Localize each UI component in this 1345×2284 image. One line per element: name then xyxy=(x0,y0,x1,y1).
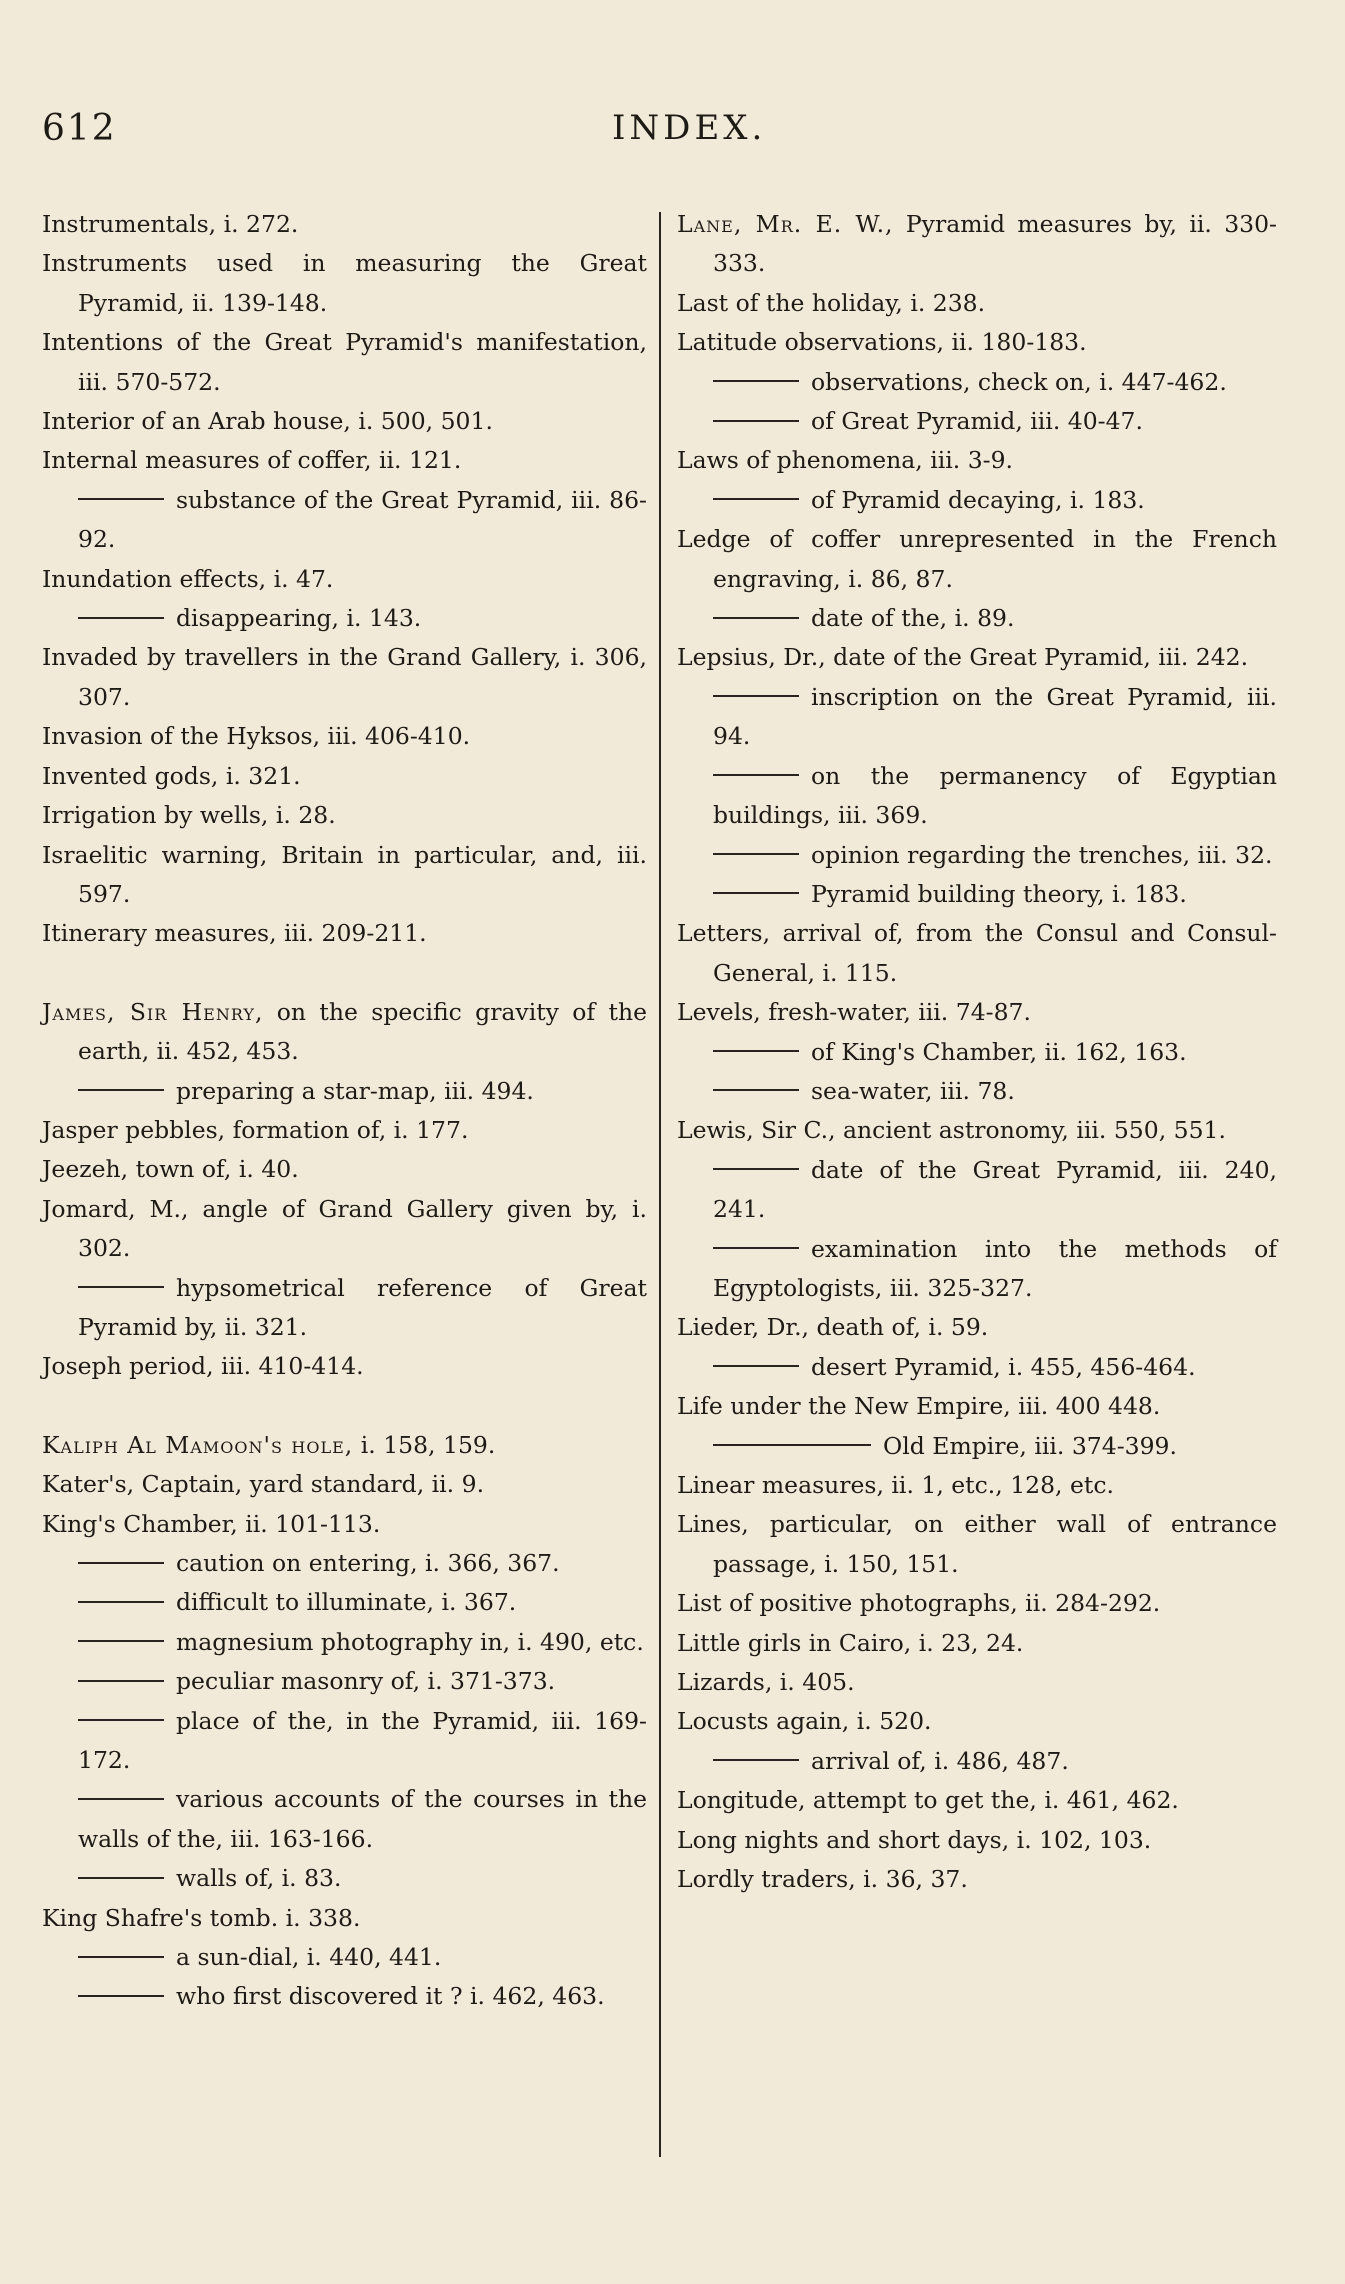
index-subentry xyxy=(42,1977,647,2016)
index-subentry xyxy=(677,1033,1277,1072)
index-subentry xyxy=(677,875,1277,914)
ditto-dash xyxy=(713,1365,799,1367)
entry-text: Lewis, Sir C., ancient astronomy, iii. 550, 551. xyxy=(677,1116,1226,1145)
ditto-dash xyxy=(713,1089,799,1091)
entry-text: Latitude observations, ii. 180-183. xyxy=(677,328,1087,357)
entry-text: of King's Chamber, ii. 162, 163. xyxy=(811,1037,1187,1066)
index-entry xyxy=(677,323,1277,362)
index-subentry xyxy=(42,1544,647,1583)
index-entry xyxy=(677,1624,1277,1663)
page-number: 612 xyxy=(42,108,117,149)
entry-text: disappearing, i. 143. xyxy=(176,604,422,633)
entry-text: of Great Pyramid, iii. 40-47. xyxy=(811,407,1143,436)
entry-text: peculiar masonry of, i. 371-373. xyxy=(176,1667,556,1696)
column-rule xyxy=(659,212,661,2157)
entry-text: Lepsius, Dr., date of the Great Pyramid, iii. 242. xyxy=(677,643,1249,672)
entry-text: examination into the methods of Egyptologists, iii. 325-327. xyxy=(713,1234,1277,1302)
entry-text: Intentions of the Great Pyramid's manifestation, iii. 570-572. xyxy=(42,328,647,396)
index-entry xyxy=(42,796,647,835)
entry-heading-name: James, Sir Henry, xyxy=(42,997,264,1026)
ditto-dash xyxy=(78,1956,164,1958)
index-subentry xyxy=(42,1780,647,1859)
ditto-dash xyxy=(78,617,164,619)
ditto-dash xyxy=(78,1640,164,1642)
index-entry xyxy=(42,1465,647,1504)
index-entry xyxy=(42,638,647,717)
ditto-dash xyxy=(713,420,799,422)
index-subentry xyxy=(42,1269,647,1348)
index-entry xyxy=(42,1150,647,1189)
index-entry xyxy=(42,441,647,480)
index-entry xyxy=(677,1584,1277,1623)
entry-text: i. 158, 159. xyxy=(353,1430,496,1459)
entry-text: date of the, i. 89. xyxy=(811,604,1015,633)
entry-text: Last of the holiday, i. 238. xyxy=(677,288,986,317)
entry-text: Instrumentals, i. 272. xyxy=(42,210,299,238)
ditto-dash xyxy=(78,1995,164,1997)
ditto-dash xyxy=(713,380,799,382)
entry-text: Lordly traders, i. 36, 37. xyxy=(677,1865,968,1894)
ditto-dash xyxy=(713,1168,799,1170)
entry-text: preparing a star-map, iii. 494. xyxy=(176,1076,534,1105)
entry-text: magnesium photography in, i. 490, etc. xyxy=(176,1627,644,1656)
index-subentry xyxy=(42,599,647,638)
ditto-dash xyxy=(713,1444,871,1446)
entry-text: Longitude, attempt to get the, i. 461, 462. xyxy=(677,1786,1179,1815)
ditto-dash xyxy=(78,1877,164,1879)
running-head: INDEX. xyxy=(612,108,767,148)
entry-text: Invented gods, i. 321. xyxy=(42,761,301,790)
index-subentry xyxy=(42,1583,647,1622)
index-entry xyxy=(677,1505,1277,1584)
entry-text: various accounts of the courses in the walls of the, iii. 163-166. xyxy=(78,1785,647,1853)
entry-text: of Pyramid decaying, i. 183. xyxy=(811,485,1145,514)
index-entry xyxy=(677,1308,1277,1347)
entry-text: opinion regarding the trenches, iii. 32. xyxy=(811,840,1273,869)
section-gap xyxy=(42,1387,647,1426)
index-subentry xyxy=(677,1427,1277,1466)
index-entry xyxy=(42,1899,647,1938)
index-subentry xyxy=(677,1072,1277,1111)
index-entry xyxy=(42,1190,647,1269)
index-entry xyxy=(677,1821,1277,1860)
index-entry xyxy=(42,1347,647,1386)
index-column-left xyxy=(42,205,647,2017)
entry-text: Pyramid measures by, ii. 330-333. xyxy=(713,210,1277,278)
entry-text: Linear measures, ii. 1, etc., 128, etc. xyxy=(677,1471,1114,1499)
index-entry xyxy=(42,757,647,796)
index-entry xyxy=(42,205,647,244)
entry-text: King's Chamber, ii. 101-113. xyxy=(42,1509,381,1538)
entry-text: Irrigation by wells, i. 28. xyxy=(42,801,336,830)
index-entry xyxy=(677,1663,1277,1702)
ditto-dash xyxy=(713,498,799,500)
index-entry xyxy=(677,520,1277,599)
entry-text: Long nights and short days, i. 102, 103. xyxy=(677,1825,1152,1854)
entry-text: Inundation effects, i. 47. xyxy=(42,564,334,593)
entry-text: Little girls in Cairo, i. 23, 24. xyxy=(677,1628,1024,1657)
entry-text: Lizards, i. 405. xyxy=(677,1668,855,1697)
entry-text: difficult to illuminate, i. 367. xyxy=(176,1588,517,1617)
entry-text: on the specific gravity of the earth, ii. 452, 453. xyxy=(78,997,647,1066)
index-entry xyxy=(677,638,1277,677)
index-subentry xyxy=(677,1151,1277,1230)
page-header xyxy=(0,108,1345,168)
entry-text: place of the, in the Pyramid, iii. 169-172. xyxy=(78,1706,647,1775)
index-entry xyxy=(42,717,647,756)
entry-text: who first discovered it ? i. 462, 463. xyxy=(176,1982,605,2011)
index-subentry xyxy=(42,1623,647,1662)
index-subentry xyxy=(677,363,1277,402)
index-entry xyxy=(677,1860,1277,1899)
entry-text: observations, check on, i. 447-462. xyxy=(811,367,1227,396)
ditto-dash xyxy=(713,774,799,776)
entry-text: substance of the Great Pyramid, iii. 86-92. xyxy=(78,485,647,554)
ditto-dash xyxy=(78,1719,164,1721)
index-entry xyxy=(42,836,647,915)
entry-text: Jomard, M., angle of Grand Gallery given by, i. 302. xyxy=(42,1194,647,1263)
ditto-dash xyxy=(78,1562,164,1564)
index-entry xyxy=(677,1781,1277,1820)
index-entry xyxy=(42,244,647,323)
entry-text: Joseph period, iii. 410-414. xyxy=(42,1352,364,1381)
ditto-dash xyxy=(713,1759,799,1761)
entry-text: Itinerary measures, iii. 209-211. xyxy=(42,919,427,948)
index-subentry xyxy=(677,836,1277,875)
ditto-dash xyxy=(78,1601,164,1603)
entry-text: desert Pyramid, i. 455, 456-464. xyxy=(811,1352,1196,1381)
index-subentry xyxy=(42,1072,647,1111)
index-subentry xyxy=(677,1230,1277,1309)
index-entry xyxy=(42,560,647,599)
entry-text: on the permanency of Egyptian buildings, iii. 369. xyxy=(713,761,1277,830)
entry-text: date of the Great Pyramid, iii. 240, 241. xyxy=(713,1155,1277,1224)
ditto-dash xyxy=(713,1247,799,1249)
entry-text: Letters, arrival of, from the Consul and Consul-General, i. 115. xyxy=(677,919,1277,987)
ditto-dash xyxy=(78,498,164,500)
index-entry xyxy=(42,993,647,1072)
index-subentry xyxy=(677,599,1277,638)
index-entry xyxy=(42,1505,647,1544)
entry-text: hypsometrical reference of Great Pyramid by, ii. 321. xyxy=(78,1273,647,1341)
entry-text: Internal measures of coffer, ii. 121. xyxy=(42,446,462,475)
index-subentry xyxy=(677,1742,1277,1781)
index-entry xyxy=(677,205,1277,284)
entry-text: arrival of, i. 486, 487. xyxy=(811,1746,1069,1775)
index-entry xyxy=(677,1466,1277,1505)
index-subentry xyxy=(42,481,647,560)
ditto-dash xyxy=(78,1089,164,1091)
index-entry xyxy=(42,1426,647,1465)
index-entry xyxy=(677,1387,1277,1426)
index-subentry xyxy=(42,1662,647,1701)
entry-text: Old Empire, iii. 374-399. xyxy=(883,1431,1177,1460)
ditto-dash xyxy=(713,695,799,697)
entry-text: walls of, i. 83. xyxy=(176,1864,342,1893)
section-gap xyxy=(42,954,647,993)
ditto-dash xyxy=(713,853,799,855)
index-subentry xyxy=(42,1702,647,1781)
entry-text: Locusts again, i. 520. xyxy=(677,1707,932,1736)
entry-text: Invaded by travellers in the Grand Gallery, i. 306, 307. xyxy=(42,643,647,711)
index-subentry xyxy=(677,1348,1277,1387)
index-subentry xyxy=(42,1859,647,1898)
entry-text: Instruments used in measuring the Great Pyramid, ii. 139-148. xyxy=(42,249,647,317)
ditto-dash xyxy=(713,617,799,619)
index-subentry xyxy=(677,481,1277,520)
entry-text: Jeezeh, town of, i. 40. xyxy=(42,1155,299,1184)
ditto-dash xyxy=(713,1050,799,1052)
entry-text: List of positive photographs, ii. 284-292. xyxy=(677,1589,1161,1618)
entry-text: Levels, fresh-water, iii. 74-87. xyxy=(677,998,1031,1027)
index-entry xyxy=(677,1111,1277,1150)
entry-text: a sun-dial, i. 440, 441. xyxy=(176,1943,442,1972)
ditto-dash xyxy=(78,1798,164,1800)
ditto-dash xyxy=(713,892,799,894)
entry-text: King Shafre's tomb. i. 338. xyxy=(42,1903,361,1932)
entry-heading-name: Lane, Mr. E. W., xyxy=(677,210,894,238)
index-entry xyxy=(677,914,1277,993)
index-entry xyxy=(677,441,1277,480)
ditto-dash xyxy=(78,1286,164,1288)
entry-text: caution on entering, i. 366, 367. xyxy=(176,1549,560,1577)
entry-text: Pyramid building theory, i. 183. xyxy=(811,879,1187,908)
entry-text: Lines, particular, on either wall of entrance passage, i. 150, 151. xyxy=(677,1510,1277,1578)
index-entry xyxy=(42,323,647,402)
entry-text: Kater's, Captain, yard standard, ii. 9. xyxy=(42,1470,485,1499)
index-entry xyxy=(42,1111,647,1150)
entry-text: Life under the New Empire, iii. 400 448. xyxy=(677,1392,1161,1421)
entry-text: Israelitic warning, Britain in particular, and, iii. 597. xyxy=(42,840,647,908)
index-subentry xyxy=(677,402,1277,441)
index-entry xyxy=(42,402,647,441)
index-subentry xyxy=(677,757,1277,836)
index-subentry xyxy=(677,678,1277,757)
index-entry xyxy=(677,1702,1277,1741)
index-subentry xyxy=(42,1938,647,1977)
entry-text: inscription on the Great Pyramid, iii. 94. xyxy=(713,682,1277,751)
entry-text: sea-water, iii. 78. xyxy=(811,1076,1015,1105)
index-entry xyxy=(42,914,647,953)
entry-text: Invasion of the Hyksos, iii. 406-410. xyxy=(42,722,471,751)
entry-text: Ledge of coffer unrepresented in the French engraving, i. 86, 87. xyxy=(677,525,1277,593)
index-entry xyxy=(677,284,1277,323)
entry-heading-name: Kaliph Al Mamoon's hole, xyxy=(42,1430,354,1459)
entry-text: Laws of phenomena, iii. 3-9. xyxy=(677,446,1014,475)
index-column-right xyxy=(677,205,1277,1899)
entry-text: Interior of an Arab house, i. 500, 501. xyxy=(42,407,493,436)
entry-text: Lieder, Dr., death of, i. 59. xyxy=(677,1313,989,1342)
index-entry xyxy=(677,993,1277,1032)
ditto-dash xyxy=(78,1680,164,1682)
entry-text: Jasper pebbles, formation of, i. 177. xyxy=(42,1115,469,1144)
